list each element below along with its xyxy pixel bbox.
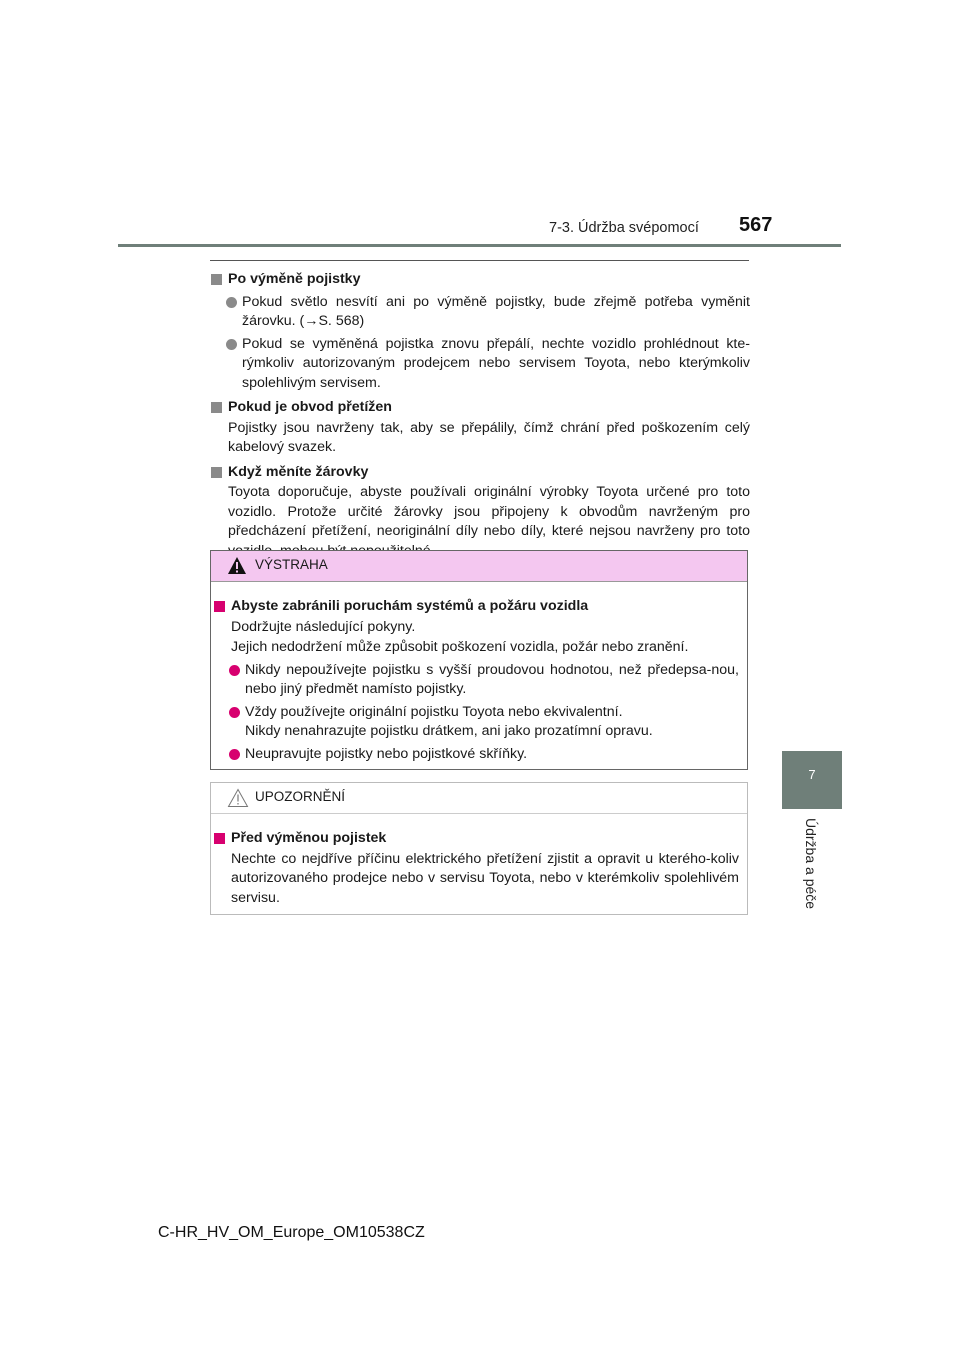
- list-item: Pokud se vyměněná pojistka znovu přepálí, nechte vozidlo prohlédnout kte-rýmkoliv autorizovaným prodejcem nebo servisem Toyota, nebo kterýmkoliv spolehlivým servisem.: [210, 335, 750, 394]
- list-item: Nikdy nepoužívejte pojistku s vyšší proudovou hodnotou, než předepsa-nou, nebo jiný předmět namísto pojistky.: [213, 661, 739, 700]
- caution-heading: Před výměnou pojistek: [213, 829, 739, 849]
- chapter-number: 7: [808, 767, 816, 782]
- caution-box-body: [211, 814, 747, 916]
- caution-box-title: UPOZORNĚNÍ: [255, 789, 346, 804]
- warning-intro-line: Dodržujte následující pokyny.: [231, 618, 416, 635]
- caution-box: [210, 782, 748, 915]
- header-section-title: 7-3. Údržba svépomocí: [549, 220, 699, 236]
- chapter-label: Údržba a péče: [803, 818, 819, 910]
- main-content: [210, 265, 750, 561]
- header-rule: [118, 244, 841, 247]
- section-heading: Pokud je obvod přetížen: [210, 398, 750, 418]
- warning-heading: Abyste zabránili poruchám systémů a požáru vozidla: [213, 597, 739, 617]
- list-item: Pokud světlo nesvítí ani po výměně pojistky, bude zřejmě potřeba vyměnit žárovku. (→S. 568): [210, 293, 750, 332]
- warning-intro-line: Jejich nedodržení může způsobit poškození vozidla, požár nebo zranění.: [231, 639, 689, 655]
- warning-box: [210, 550, 748, 770]
- footer-doc-id: C-HR_HV_OM_Europe_OM10538CZ: [158, 1224, 425, 1241]
- list-item-line: Vždy používejte originální pojistku Toyota nebo ekvivalentní.: [245, 703, 623, 720]
- warning-box-body: [211, 582, 747, 772]
- section-heading: Po výměně pojistky: [210, 270, 750, 290]
- caution-text: Nechte co nejdříve příčinu elektrického přetížení zjistit a opravit u kterého-koliv autorizovaného prodejce nebo v servisu Toyota, nebo v kterémkoliv spolehlivém servisu.: [231, 850, 739, 906]
- warning-triangle-icon: [227, 556, 247, 575]
- caution-triangle-icon: [227, 788, 249, 808]
- section-text: Toyota doporučuje, abyste používali originální výrobky Toyota určené pro toto vozidlo. Protože určité žárovky jsou připojeny k obvodům navrženým pro předcházení přetížení, neoriginální díly nebo díly, které nejsou navrženy pro toto: [228, 484, 750, 539]
- list-item: [213, 703, 739, 742]
- list-item-line: Nikdy nenahrazujte pojistku drátkem, ani jako prozatímní opravu.: [245, 723, 653, 739]
- section-text: Pojistky jsou navrženy tak, aby se přepálily, čímž chrání před poškozením celý kabelový svazek.: [228, 419, 750, 455]
- warning-box-title: VÝSTRAHA: [255, 557, 328, 572]
- chapter-tab: [782, 751, 842, 809]
- list-item: Neupravujte pojistky nebo pojistkové skříňky.: [213, 745, 739, 765]
- section-heading: Když měníte žárovky: [210, 463, 750, 483]
- warning-box-header: [211, 551, 747, 582]
- content-top-rule: [210, 260, 749, 261]
- caution-box-header: [211, 783, 747, 814]
- page-number: 567: [739, 214, 773, 236]
